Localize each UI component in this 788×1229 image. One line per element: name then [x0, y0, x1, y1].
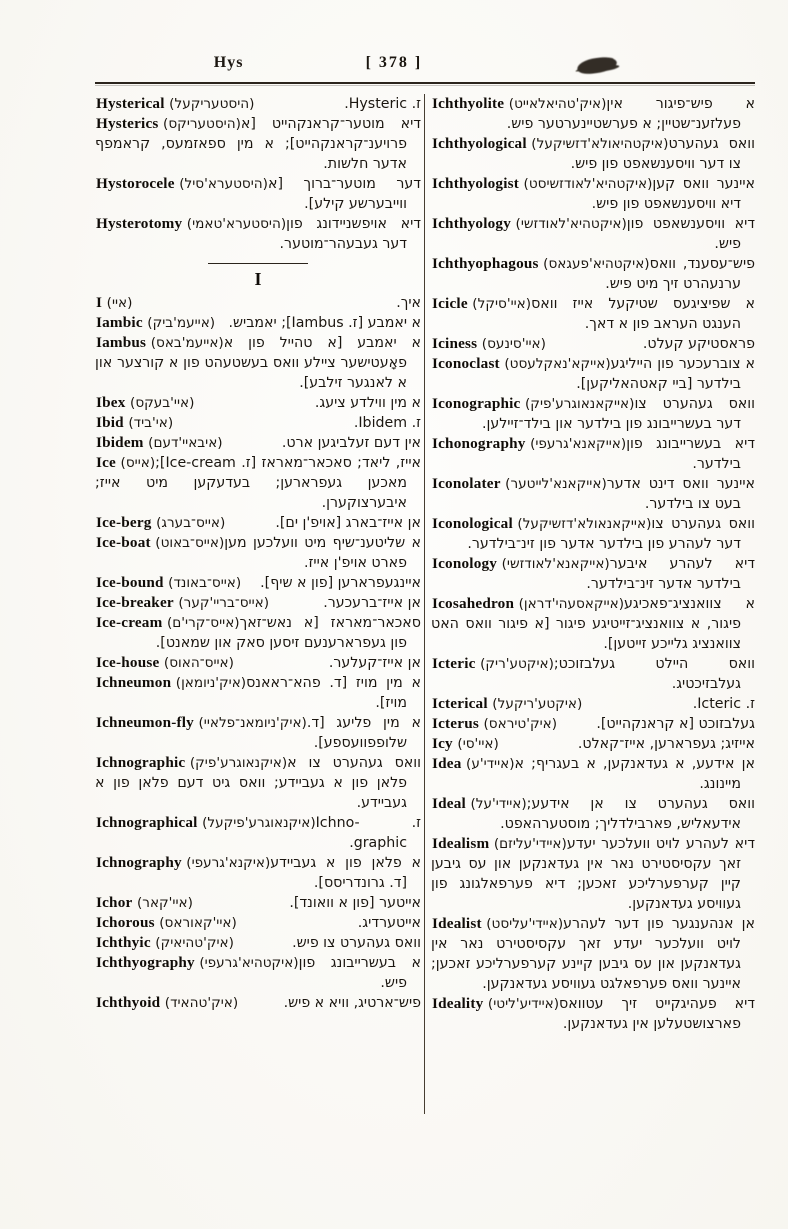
running-head — [95, 50, 755, 82]
dictionary-entry — [431, 334, 755, 354]
headword: Ichthyic — [96, 934, 151, 951]
headword-wrap — [431, 394, 634, 414]
definition: א מין פליעג [ד. שלופפוועספע]. — [306, 715, 421, 751]
headword: Iconographic — [432, 395, 521, 412]
headword-wrap — [431, 914, 563, 934]
dictionary-entry — [431, 354, 755, 394]
transliteration: (איקנאוגרע'פיק) — [189, 755, 288, 771]
headword: Ideality — [432, 995, 484, 1012]
definition: א שליטענ־שיף מיט וועלכען מען פארט אויפ'ן אייז. — [224, 535, 421, 571]
definition: איינער וואס קען דיא וויסענשאפט פון פיש. — [591, 176, 755, 212]
headword-wrap — [431, 174, 652, 194]
headword-wrap — [95, 174, 268, 194]
dictionary-entry — [95, 913, 421, 933]
transliteration: (איי'בעקס) — [130, 395, 195, 411]
right-column — [431, 94, 755, 1114]
transliteration: (איק'טהיאלאייט) — [508, 96, 607, 112]
transliteration: (איי'סינעס) — [481, 336, 546, 352]
dictionary-entry — [431, 554, 755, 594]
headword: Iconology — [432, 555, 498, 572]
headword: Ichorous — [96, 914, 155, 931]
transliteration: (אייקאנאוגרע'פיק) — [524, 396, 635, 412]
definition: אן אייז־ברעכער. — [323, 595, 421, 611]
transliteration: (איקטהיא'לאודזשי) — [515, 216, 627, 232]
transliteration: (אייעמ'באס) — [150, 335, 224, 351]
headword: Ice-berg — [96, 514, 152, 531]
definition: דיא וויסענשאפט פון פיש. — [626, 216, 755, 252]
dictionary-entry — [95, 174, 421, 214]
transliteration: (איידי'ע) — [466, 756, 515, 772]
transliteration: (אייס־בריי'קער) — [178, 595, 270, 611]
headword: Ichnographical — [96, 814, 198, 831]
dictionary-entry — [431, 654, 755, 694]
dictionary-entry — [431, 514, 755, 554]
headword-wrap — [95, 513, 225, 533]
headword: Ichthyophagous — [432, 255, 539, 272]
definition: געלבזוכט [א קראנקהייט]. — [596, 716, 755, 732]
headword-wrap — [431, 514, 651, 534]
headword: Icteric — [432, 655, 476, 672]
definition: דיא לעהרע איבער בילדער אדער זינ־בילדער. — [586, 556, 755, 592]
headword-wrap — [95, 573, 241, 593]
definition: וואס געהערט צו אן אידעע; אידעאליש, פארבילדליך; מוסטערהאפט. — [500, 796, 755, 832]
headword-wrap — [431, 134, 668, 154]
dictionary-entry — [95, 393, 421, 413]
headword: Ice-bound — [96, 574, 164, 591]
dictionary-entry — [95, 713, 421, 753]
transliteration: (איידי'עליזם) — [493, 836, 567, 852]
transliteration: (איבאיי'דעם) — [148, 435, 223, 451]
definition: א פלאן פון א געביידע [ד. גרונדריסס]. — [270, 855, 421, 891]
dictionary-entry — [431, 214, 755, 254]
dictionary-entry — [431, 914, 755, 994]
dictionary-entry — [431, 174, 755, 214]
definition: אן אנהענגער פון דער לעהרע לויט וועלכער יעדע זאך עקסיסטירט נאר אין געדאנקען און עס גיבען קיינע קערפערליכע זאכען; איינער וואס פערפאלגט געוויסע געדאנקען. — [431, 916, 755, 992]
headword: Ichnographic — [96, 754, 186, 771]
headword-wrap — [95, 453, 155, 473]
headword: Ichthyology — [432, 215, 511, 232]
headword: Icterical — [432, 695, 488, 712]
headword-wrap — [95, 813, 316, 833]
definition: ז. Icteric. — [692, 696, 755, 712]
transliteration: (אייקאנאולא'דזשיקעל) — [517, 516, 652, 532]
dictionary-entry — [95, 413, 421, 433]
definition: א שפיציגעס שטיקעל אייז וואס הענגט העראב פון א דאך. — [531, 296, 755, 332]
headword-wrap — [431, 434, 626, 454]
definition: אן אידעע, א געדאנקען, א בעגריף; א מיינונג. — [514, 756, 755, 792]
dictionary-entry — [95, 293, 421, 313]
transliteration: (איק'טהיאיק) — [155, 935, 234, 951]
headword: Hystorocele — [96, 175, 175, 192]
transliteration: (איי) — [106, 295, 133, 311]
headword-wrap — [95, 893, 193, 913]
headword-wrap — [95, 533, 224, 553]
headword: Hysterical — [96, 95, 165, 112]
transliteration: (אייעמ'ביק) — [147, 315, 216, 331]
headword-wrap — [431, 354, 611, 374]
headword-wrap — [431, 554, 610, 574]
dictionary-entry — [95, 753, 421, 813]
definition: וואס געהערט צו פיש. — [292, 935, 421, 951]
definition: ז. Ichno-graphic. — [315, 815, 421, 851]
page-number: [ 378 ] — [365, 54, 423, 71]
definition: דיא בעשרייבונג פון בילדער. — [626, 436, 755, 472]
headword: Ibid — [96, 414, 124, 431]
definition: דער מוטער־ברוך [א ווייבערשע קילע]. — [267, 176, 421, 212]
dictionary-entry — [95, 513, 421, 533]
transliteration: (אייקאנא'גרעפי) — [530, 436, 627, 452]
transliteration: (אייקא'נאקלעסט) — [504, 356, 611, 372]
headword: Ichthyography — [96, 954, 195, 971]
headword: Ice-house — [96, 654, 160, 671]
definition: דיא פעהיגקייט זיך עטוואס פארצושטעלען אין געדאנקען. — [559, 996, 755, 1032]
definition: וואס געהערט צו דער וויסענשאפט פון פיש. — [570, 136, 755, 172]
headword: Ice-cream — [96, 614, 163, 631]
headword-wrap — [95, 94, 254, 114]
definition: א יאמבע [ז. Iambus]; יאמביש. — [228, 315, 421, 331]
headword-wrap — [431, 794, 527, 814]
transliteration: (אי'ביד) — [128, 415, 174, 431]
dictionary-entry — [95, 433, 421, 453]
headword-wrap — [431, 834, 567, 854]
section-divider — [95, 263, 421, 289]
headword: Ichneumon-fly — [96, 714, 194, 731]
dictionary-entry — [431, 94, 755, 134]
dictionary-entry — [95, 214, 421, 254]
headword-wrap — [431, 594, 624, 614]
dictionary-entry — [431, 994, 755, 1034]
headword: Iconoclast — [432, 355, 500, 372]
definition: אייטערדיג. — [357, 915, 421, 931]
dictionary-entry — [95, 953, 421, 993]
transliteration: (איי'קאר) — [136, 895, 193, 911]
definition: וואס געהערט צו דער לעהרע פון בילדער אדער פון זינ־בילדער. — [467, 516, 755, 552]
transliteration: (אייקאנא'לאודזשי) — [501, 556, 610, 572]
headword-wrap — [95, 433, 223, 453]
transliteration: (איי'סי) — [457, 736, 499, 752]
transliteration: (איק'טהאיד) — [164, 995, 239, 1011]
transliteration: (איקטהיא'גרעפי) — [199, 955, 299, 971]
definition: א מין מויז [ד. פהא־ראאנס מויז]. — [246, 675, 421, 711]
dictionary-entry — [95, 533, 421, 573]
headword: Ice-breaker — [96, 594, 174, 611]
dictionary-entry — [95, 673, 421, 713]
definition: פיש־ארטיג, וויא א פיש. — [283, 995, 421, 1011]
transliteration: (איקטע'ריקעל) — [492, 696, 583, 712]
dictionary-entry — [431, 754, 755, 794]
transliteration: (אייס־באוט) — [155, 535, 225, 551]
section-letter: I — [254, 269, 262, 289]
headword-wrap — [95, 613, 240, 633]
headword: Ichneumon — [96, 674, 172, 691]
headword-wrap — [95, 393, 194, 413]
transliteration: (איקטהיא'פעגאס) — [543, 256, 650, 272]
headword: Ideal — [432, 795, 466, 812]
definition: וואס געהערט צו דער בעשרייבונג פון בילדער און בילד־זיילען. — [481, 396, 755, 432]
definition: סאכאר־מאראז [א נאש־זאך פון געפרארענעם זיסען סאק און שמאנט]. — [155, 615, 421, 651]
definition: אייטער [פון א וואונד]. — [289, 895, 421, 911]
headword-wrap — [95, 214, 286, 234]
headword-wrap — [431, 734, 499, 754]
dictionary-entry — [431, 714, 755, 734]
dictionary-entry — [95, 613, 421, 653]
headword: Icosahedron — [432, 595, 515, 612]
dictionary-entry — [431, 134, 755, 174]
dictionary-entry — [95, 853, 421, 893]
headword-wrap — [431, 994, 559, 1014]
transliteration: (אייס־האוס) — [163, 655, 234, 671]
dictionary-entry — [431, 694, 755, 714]
dictionary-entry — [95, 593, 421, 613]
headword: Ibidem — [96, 434, 144, 451]
dictionary-entry — [95, 993, 421, 1013]
definition: איינגעפרארען [פון א שיף]. — [260, 575, 421, 591]
headword-wrap — [95, 673, 246, 693]
definition: אן אייז־קעלער. — [328, 655, 421, 671]
transliteration: (היסטעריקעל) — [169, 96, 255, 112]
headword-wrap — [95, 593, 269, 613]
column-divider — [424, 94, 425, 1114]
headword: Icicle — [432, 295, 468, 312]
headword-wrap — [431, 214, 627, 234]
transliteration: (איק'ניומאן) — [175, 675, 247, 691]
dictionary-entry — [95, 653, 421, 673]
transliteration: (איי'קאוראס) — [159, 915, 237, 931]
definition: דיא מוטער־קראנקהייט [א פרויענ־קראנקהייט]; א מין ספאזמעס, קראמפף אדער חלשות. — [95, 116, 421, 172]
headword-wrap — [95, 413, 173, 433]
headword: Icy — [432, 735, 453, 752]
headword: Ice — [96, 454, 116, 471]
definition: איינער וואס דינט אדער בעט צו בילדער. — [606, 476, 755, 512]
transliteration: (איקנאוגרע'פיקעל) — [202, 815, 316, 831]
headword-wrap — [95, 953, 299, 973]
headword-wrap — [95, 313, 215, 333]
definition: וואס היילט געלבזוכט; געלבזיכטיג. — [553, 656, 755, 692]
definition: איך. — [396, 295, 421, 311]
headword: Idealist — [432, 915, 482, 932]
transliteration: (איידי'עליסט) — [486, 916, 564, 932]
transliteration: (איי'סיקל) — [472, 296, 532, 312]
dictionary-entry — [431, 474, 755, 514]
headword-wrap — [95, 753, 287, 773]
dictionary-entry — [95, 114, 421, 174]
headword-wrap — [95, 993, 238, 1013]
headword-wrap — [431, 474, 607, 494]
transliteration: (איידיע'ליטי) — [487, 996, 560, 1012]
headword: Icterus — [432, 715, 479, 732]
guide-word-left: Hys — [213, 54, 244, 71]
headword-wrap — [431, 714, 557, 734]
dictionary-entry — [431, 734, 755, 754]
dictionary-entry — [95, 453, 421, 513]
definition: אן אייז־בארג [אויפ'ן ים]. — [275, 515, 421, 531]
definition: א צוברעכער פון הייליגע בילדער [ביי קאטהאליקען]. — [576, 356, 755, 392]
headword-wrap — [95, 293, 132, 313]
headword: Iambic — [96, 314, 143, 331]
transliteration: (איק'טיראס) — [483, 716, 558, 732]
transliteration: (איידי'על) — [470, 796, 527, 812]
definition: פיש־עסענד, וואס ערנעהרט זיך מיט פיש. — [605, 256, 755, 292]
definition: פראסטיקע קעלט. — [642, 336, 755, 352]
definition: אייז, ליאד; סאכאר־מאראז [ז. Ice-cream]; מאכען געפרארען; בעדעקען מיט אייז; איבערצוקערן. — [95, 455, 421, 511]
transliteration: (אייס־קרי'ם) — [166, 615, 240, 631]
transliteration: (היסטעריקס) — [163, 116, 241, 132]
dictionary-entry — [95, 933, 421, 953]
definition: דיא אויפשניידונג פון דער געבעהר־מוטער. — [279, 216, 421, 252]
transliteration: (איקטהיא'לאודזשיסט) — [523, 176, 653, 192]
headword: Ichthyologist — [432, 175, 519, 192]
headword-wrap — [95, 114, 241, 134]
page-content — [95, 50, 755, 1114]
definition: א יאמבע [א טהייל פון א פאָעטישער ציילע וואס בעשטעהט פון א קורצער און א לאנגער זילבע]. — [95, 335, 421, 391]
transliteration: (איקנא'גרעפי) — [186, 855, 271, 871]
headword: Hysterotomy — [96, 215, 183, 232]
definition: א מין ווילדע ציעג. — [314, 395, 421, 411]
transliteration: (היסטערא'טאמי) — [186, 216, 287, 232]
dictionary-entry — [95, 94, 421, 114]
headword-wrap — [431, 754, 515, 774]
dictionary-entry — [431, 294, 755, 334]
headword-wrap — [431, 294, 531, 314]
dictionary-entry — [95, 893, 421, 913]
headword: Iconolater — [432, 475, 501, 492]
two-column-text — [95, 94, 755, 1114]
dictionary-entry — [95, 813, 421, 853]
headword-wrap — [95, 913, 237, 933]
headword-wrap — [95, 933, 234, 953]
dictionary-entry — [95, 573, 421, 593]
headword-wrap — [431, 94, 606, 114]
dictionary-entry — [95, 313, 421, 333]
dictionary-entry — [431, 794, 755, 834]
headword: Ichor — [96, 894, 133, 911]
headword: I — [96, 294, 103, 311]
headword: Iambus — [96, 334, 147, 351]
transliteration: (היסטערא'סיל) — [179, 176, 268, 192]
transliteration: (איקטע'ריק) — [480, 656, 554, 672]
left-column — [95, 94, 421, 1114]
headword-wrap — [431, 694, 582, 714]
definition: א פיש־פיגור אין פעלזענ־שטיין; א פערשטיינערטער פיש. — [506, 96, 755, 132]
headword-wrap — [95, 713, 307, 733]
dictionary-entry — [95, 333, 421, 393]
headword-wrap — [95, 853, 270, 873]
definition: ז. Ibidem. — [353, 415, 421, 431]
headword: Ichthyoid — [96, 994, 161, 1011]
headword-wrap — [431, 334, 546, 354]
dictionary-entry — [431, 394, 755, 434]
transliteration: (אייס־בערג) — [156, 515, 226, 531]
headword: Idealism — [432, 835, 490, 852]
headword: Ibex — [96, 394, 126, 411]
transliteration: (איקטהיאולא'דזשיקעל) — [531, 136, 669, 152]
headword: Iconological — [432, 515, 513, 532]
dictionary-entry — [431, 834, 755, 914]
dictionary-entry — [431, 254, 755, 294]
definition: א בעשרייבונג פון פיש. — [298, 955, 421, 991]
section-divider-rule — [208, 263, 308, 264]
headword: Idea — [432, 755, 462, 772]
dictionary-entry — [431, 594, 755, 654]
headword-wrap — [431, 654, 554, 674]
headword: Hysterics — [96, 115, 159, 132]
headword-wrap — [95, 653, 234, 673]
definition: א צוואנציג־פאכיגע פיגור, א צוואנציג־זייטיגע פיגור [א פיגור וואס האט צוואנציג גלייכע זייטען]. — [431, 596, 755, 652]
headword: Iciness — [432, 335, 478, 352]
transliteration: (אייס־באונד) — [168, 575, 242, 591]
headword: Ichthyolite — [432, 95, 505, 112]
definition: דיא לעהרע לויט וועלכער יעדע זאך עקסיסטירט נאר אין געדאנקען און עס גיבען קיין קערפערליכע זאכען; דיא פערפאלגונג פון געוויסע געדאנקען. — [431, 836, 755, 912]
transliteration: (אייס) — [120, 455, 156, 471]
ink-smudge-icon — [576, 56, 618, 76]
header-rule — [95, 82, 755, 86]
headword: Ichthyological — [432, 135, 527, 152]
dictionary-entry — [431, 434, 755, 474]
transliteration: (איק'ניומאנ־פלאיי) — [198, 715, 307, 731]
headword: Ichnography — [96, 854, 182, 871]
definition: וואס געהערט צו א פלאן פון א געביידע; וואס גיט דעם פלאן פון א געביידע. — [95, 755, 421, 811]
transliteration: (אייקאסעהי'דראן) — [518, 596, 625, 612]
definition: ז. Hysteric. — [344, 96, 421, 112]
headword-wrap — [95, 333, 224, 353]
definition: אייזיג; געפרארען, אייז־קאלט. — [577, 736, 755, 752]
headword: Ice-boat — [96, 534, 151, 551]
headword-wrap — [431, 254, 650, 274]
headword: Ichonography — [432, 435, 526, 452]
definition: אין דעם זעלביגען ארט. — [281, 435, 421, 451]
transliteration: (אייקאנא'לייטער) — [505, 476, 607, 492]
